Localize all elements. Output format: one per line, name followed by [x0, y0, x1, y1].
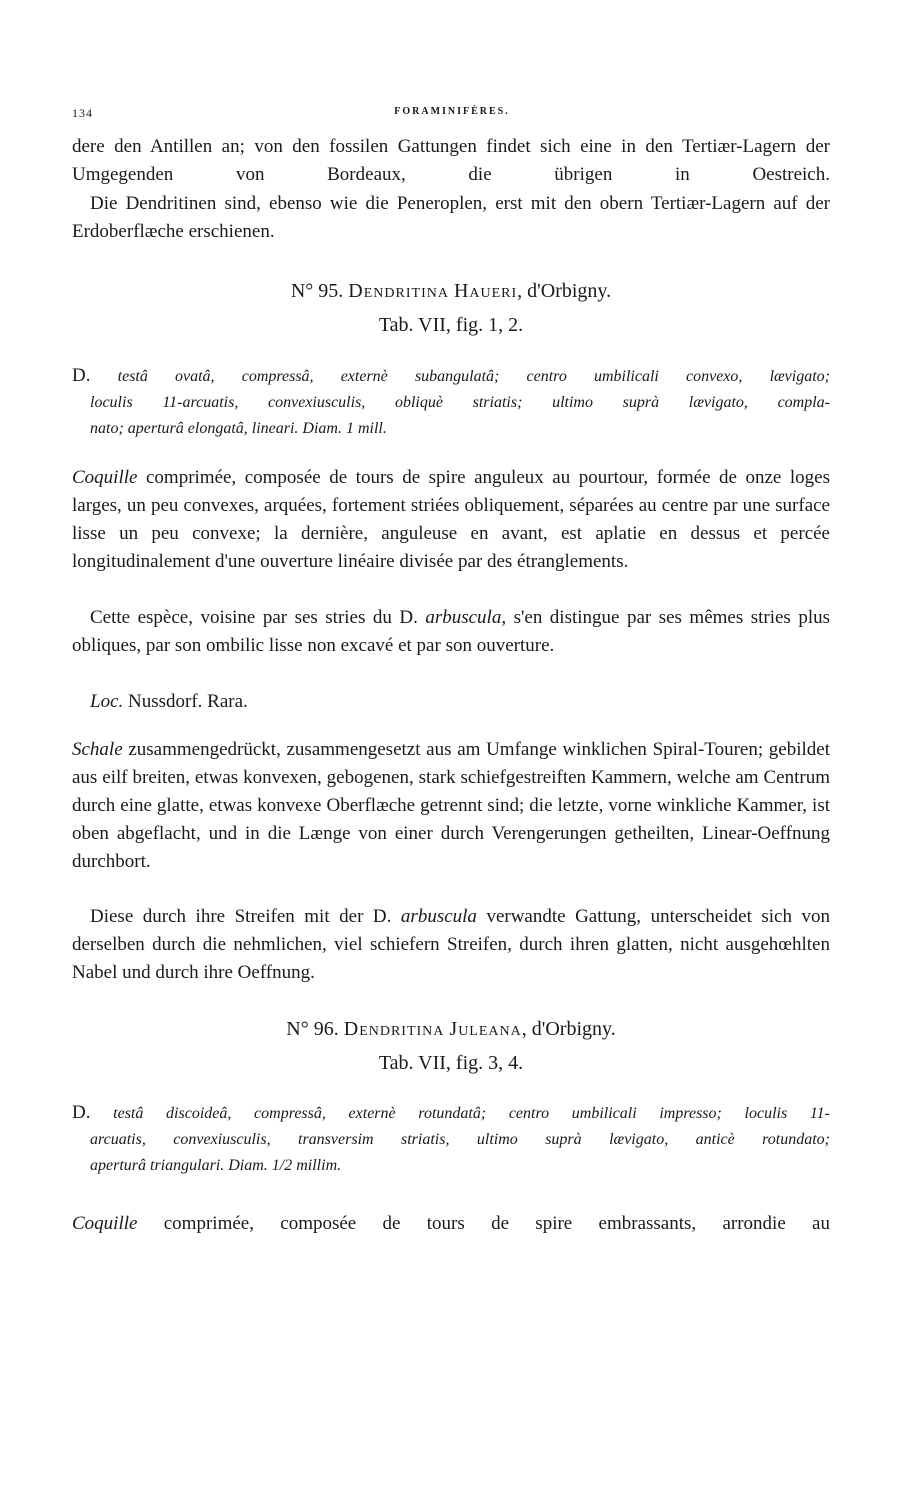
species-name: Juleana	[449, 1018, 522, 1040]
latin-diagnosis-96	[72, 1100, 830, 1179]
diagnosis-lead: D.	[72, 1102, 91, 1123]
diagnosis-line: loculis 11-arcuatis, convexiusculis, obliquè striatis; ultimo suprà lævigato, compla-	[90, 394, 830, 411]
french-description-95: Coquille comprimée, composée de tours de spire anguleux au pourtour, formée de onze loges larges, un peu convexes, arquées, fortement striées obliquement, séparées au centre par une surface lisse un peu convexe; la dernière, anguleuse en avant, est aplatie en dessus et percée longitudinalement d'une ouverture linéaire divisée par des étranglements.	[72, 467, 830, 572]
diagnosis-line: nato; aperturâ elongatâ, lineari. Diam. 1 mill.	[90, 420, 387, 437]
intro-paragraph-1: dere den Antillen an; von den fossilen Gattungen findet sich eine in den Tertiær-Lagern der Umgegenden von Bordeaux, die übrigen in Oestreich.	[72, 136, 830, 185]
species-name: Haueri	[453, 280, 518, 302]
page-number: 134	[72, 106, 93, 120]
species-author: , d'Orbigny.	[521, 1018, 616, 1040]
diagnosis-line: testâ ovatâ, compressâ, externè subangulatâ; centro umbilicali convexo, lævigato;	[117, 368, 831, 385]
diagnosis-line: aperturâ triangulari. Diam. 1/2 millim.	[90, 1157, 342, 1174]
species-number: N° 96.	[286, 1018, 339, 1040]
plate-reference-95: Tab. VII, fig. 1, 2.	[378, 314, 524, 336]
species-author: , d'Orbigny.	[517, 280, 612, 302]
latin-diagnosis-95	[72, 363, 830, 442]
species-heading-96	[72, 1014, 830, 1044]
running-title: FORAMINIFÈRES.	[394, 106, 510, 117]
diagnosis-line: arcuatis, convexiusculis, transversim striatis, ultimo suprà lævigato, anticè rotundato;	[90, 1131, 830, 1148]
intro-paragraph-2: Die Dendritinen sind, ebenso wie die Peneroplen, erst mit den obern Tertiær-Lagern auf der Erdoberflæche erschienen.	[72, 193, 830, 242]
french-comparison-95: Cette espèce, voisine par ses stries du D. arbuscula, s'en distingue par ses mêmes stries plus obliques, par son ombilic lisse non excavé et par son ouverture.	[72, 607, 830, 656]
locality-label: Loc.	[90, 691, 124, 712]
description-label: Schale	[72, 739, 123, 760]
german-comparison-95: Diese durch ihre Streifen mit der D. arbuscula verwandte Gattung, unterscheidet sich von derselben durch die nehmlichen, viel schiefern Streifen, durch ihren glatten, nicht ausgehœhlten Nabel und durch ihre Oeffnung.	[72, 906, 831, 983]
description-label: Coquille	[72, 1213, 138, 1234]
page-header	[72, 106, 832, 126]
diagnosis-line: testâ discoideâ, compressâ, externè rotundatâ; centro umbilicali impresso; loculis 11-	[113, 1105, 830, 1122]
species-number: N° 95.	[290, 280, 344, 302]
plate-reference-96: Tab. VII, fig. 3, 4.	[378, 1052, 524, 1074]
diagnosis-lead: D.	[72, 365, 91, 386]
description-label: Coquille	[72, 467, 138, 488]
genus-name: Dendritina	[343, 1018, 445, 1040]
german-description-95: Schale zusammengedrückt, zusammengesetzt aus am Umfange winklichen Spiral-Touren; gebildet aus eilf breiten, etwas konvexen, gebogenen, stark schiefgestreiften Kammern, welche am Centrum durch eine glatte, etwas konvexe Oberflæche getrennt sind; die letzte, vorne winkliche Kammer, ist oben abgeflacht, und in die Længe von einer durch Verengerungen getheilten, Linear-Oeffnung durchbort.	[72, 739, 830, 872]
locality-95: Loc. Nussdorf. Rara.	[90, 691, 248, 712]
genus-name: Dendritina	[348, 280, 449, 302]
french-description-96: Coquille comprimée, composée de tours de spire embrassants, arrondie au	[72, 1213, 830, 1234]
species-heading-95	[72, 276, 830, 306]
